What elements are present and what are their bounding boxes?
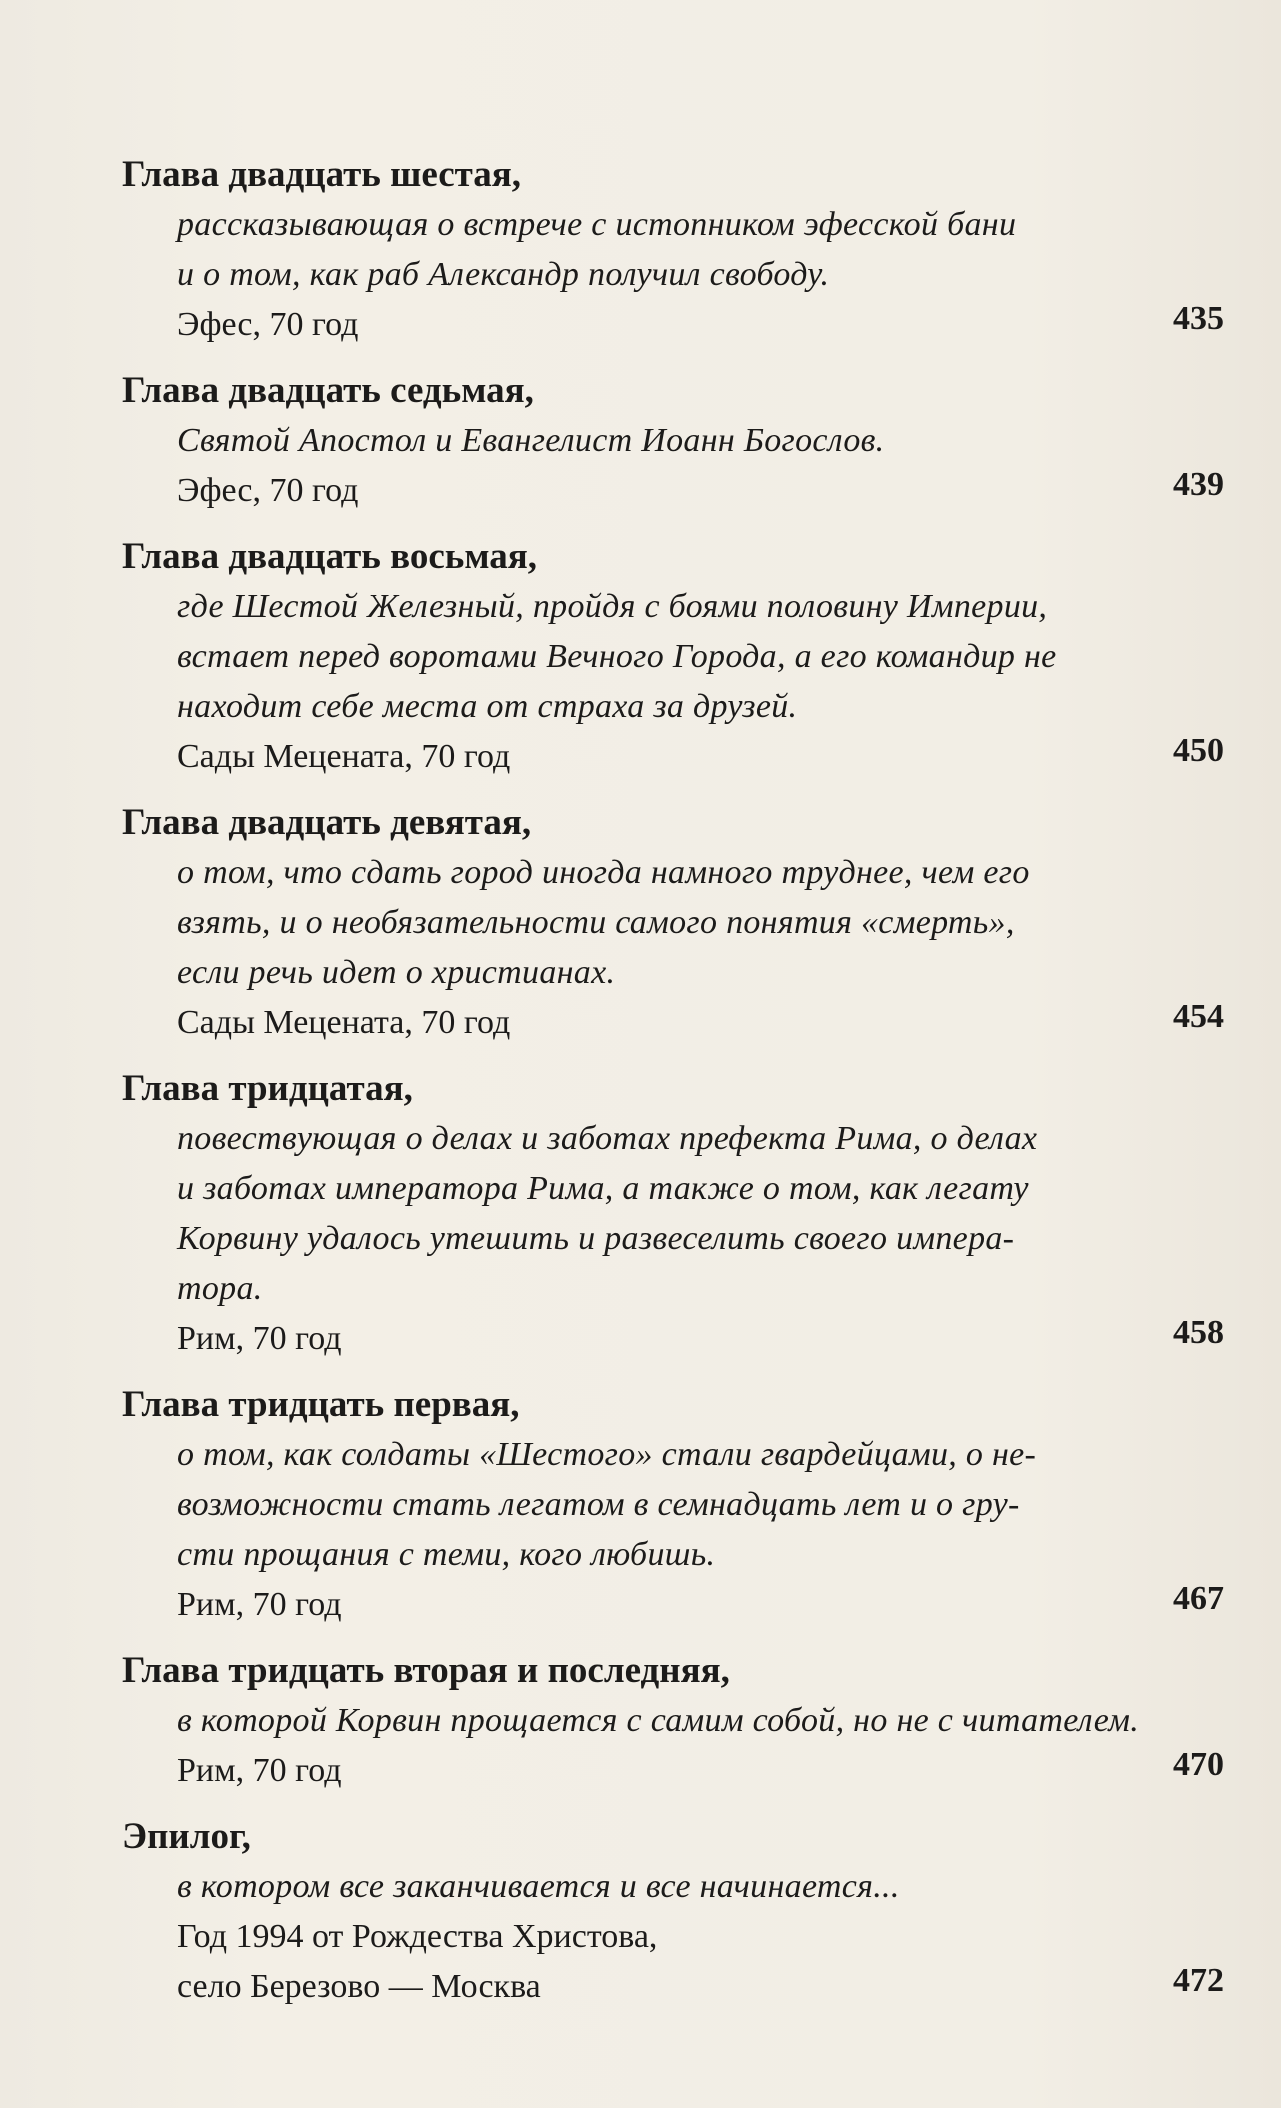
- page-number: 470: [1173, 1746, 1224, 1783]
- page-number: 454: [1173, 998, 1224, 1035]
- chapter-description-line: Корвину удалось утешить и развеселить своего импера-: [177, 1220, 1015, 1257]
- chapter-description-line: в которой Корвин прощается с самим собой, но не с читателем.: [177, 1702, 1140, 1739]
- toc-entry: [122, 1812, 1222, 2012]
- toc-entry: [122, 150, 1222, 350]
- page-number: 450: [1173, 732, 1224, 769]
- chapter-description-line: встает перед воротами Вечного Города, а его командир не: [177, 638, 1057, 675]
- page-number: 458: [1173, 1314, 1224, 1351]
- chapter-title: Глава тридцать вторая и последняя,: [122, 1650, 730, 1691]
- page-number: 439: [1173, 466, 1224, 503]
- chapter-place-date: Эфес, 70 год: [177, 472, 359, 509]
- chapter-title: Глава двадцать шестая,: [122, 154, 522, 195]
- table-of-contents: [122, 150, 1222, 2012]
- chapter-place-date: Рим, 70 год: [177, 1586, 342, 1623]
- chapter-title: Глава двадцать девятая,: [122, 802, 532, 843]
- toc-entry: [122, 1646, 1222, 1796]
- toc-entry: [122, 1064, 1222, 1364]
- chapter-description-line: повествующая о делах и заботах префекта Рима, о делах: [177, 1120, 1038, 1157]
- chapter-place-date: Рим, 70 год: [177, 1752, 342, 1789]
- chapter-place-date: Рим, 70 год: [177, 1320, 342, 1357]
- chapter-description-line: и о том, как раб Александр получил свободу.: [177, 256, 830, 293]
- chapter-place-date: Сады Мецената, 70 год: [177, 1004, 511, 1041]
- chapter-description-line: Святой Апостол и Евангелист Иоанн Богослов.: [177, 422, 885, 459]
- toc-entry: [122, 366, 1222, 516]
- chapter-description-line: о том, что сдать город иногда намного труднее, чем его: [177, 854, 1030, 891]
- chapter-title: Глава двадцать седьмая,: [122, 370, 534, 411]
- chapter-place-date: Год 1994 от Рождества Христова,: [177, 1918, 658, 1955]
- chapter-place-date: Сады Мецената, 70 год: [177, 738, 511, 775]
- chapter-description-line: рассказывающая о встрече с истопником эфесской бани: [177, 206, 1017, 243]
- chapter-description-line: и заботах императора Рима, а также о том, как легату: [177, 1170, 1029, 1207]
- chapter-description-line: тора.: [177, 1270, 263, 1307]
- page-number: 472: [1173, 1962, 1224, 1999]
- page-number: 435: [1173, 300, 1224, 337]
- chapter-title: Глава двадцать восьмая,: [122, 536, 538, 577]
- toc-entry: [122, 532, 1222, 782]
- toc-entry: [122, 798, 1222, 1048]
- chapter-description-line: если речь идет о христианах.: [177, 954, 616, 991]
- chapter-title: Глава тридцать первая,: [122, 1384, 520, 1425]
- chapter-description-line: возможности стать легатом в семнадцать лет и о гру-: [177, 1486, 1020, 1523]
- toc-entry: [122, 1380, 1222, 1630]
- chapter-description-line: в котором все заканчивается и все начинается...: [177, 1868, 900, 1905]
- chapter-description-line: находит себе места от страха за друзей.: [177, 688, 798, 725]
- chapter-description-line: о том, как солдаты «Шестого» стали гвардейцами, о не-: [177, 1436, 1037, 1473]
- chapter-title: Глава тридцатая,: [122, 1068, 413, 1109]
- page-number: 467: [1173, 1580, 1224, 1617]
- chapter-description-line: взять, и о необязательности самого понятия «смерть»,: [177, 904, 1015, 941]
- chapter-place-date: село Березово — Москва: [177, 1968, 541, 2005]
- chapter-description-line: сти прощания с теми, кого любишь.: [177, 1536, 716, 1573]
- chapter-title: Эпилог,: [122, 1816, 251, 1857]
- chapter-place-date: Эфес, 70 год: [177, 306, 359, 343]
- chapter-description-line: где Шестой Железный, пройдя с боями половину Империи,: [177, 588, 1048, 625]
